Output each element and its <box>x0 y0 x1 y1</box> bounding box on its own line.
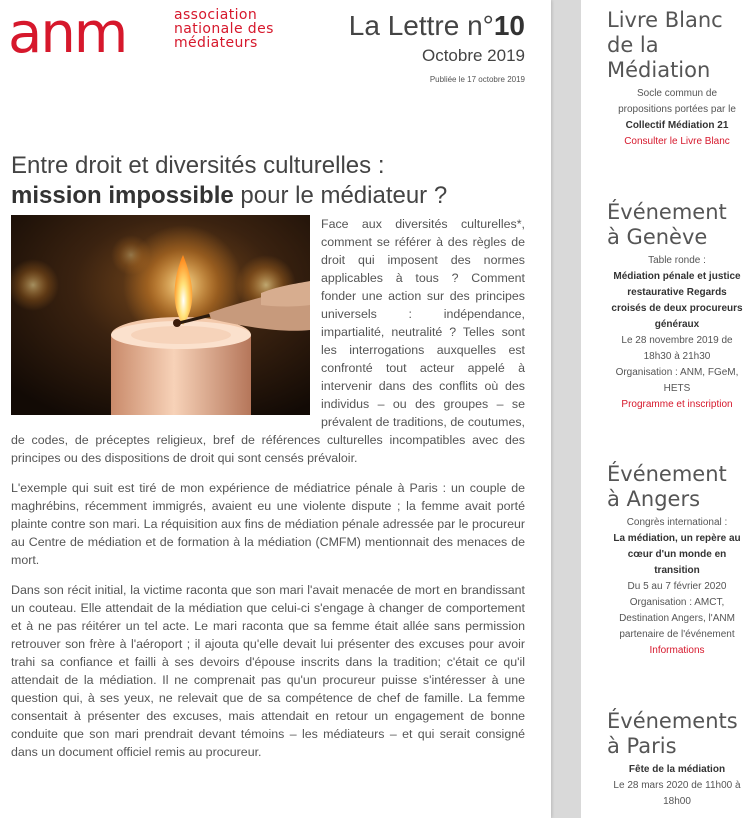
event-label: Table ronde : <box>648 255 706 266</box>
published-date: Publiée le 17 octobre 2019 <box>429 75 525 84</box>
issue-month: Octobre 2019 <box>421 46 525 65</box>
sidebar-event-geneve <box>581 200 743 413</box>
heading-line: à Angers <box>607 487 701 511</box>
heading-line: de la <box>607 33 659 57</box>
livre-blanc-link[interactable]: Consulter le Livre Blanc <box>624 136 730 147</box>
article-title-line-2 <box>11 181 531 211</box>
heading-line: à Genève <box>607 225 708 249</box>
article-paragraph: Face aux diversités culturelles*, comment se référer à des règles de droit qui imposent des normes applicables à tous ? Comment fonder une action sur des principes universels : indépendance, impartialité, neutralité ? Telles sont les interrogations auxquelles est confronté tout acteur appelé à intervenir dans des conflits où des individus – ou des groupes – se prévalent de traditions, de coutumes, de codes, de préceptes religieux, bref de références culturelles incompatibles avec des principes ou des dispositions de droit qui sont censés prévaloir. <box>11 217 525 465</box>
article-paragraph: L'exemple qui suit est tiré de mon expérience de médiatrice pénale à Paris : un couple de maghrébins, récemment immigrés, avaient eu une violente dispute ; la femme avait porté plainte contre son mari. La réquisition aux fins de médiation pénale adressée par le procureur au Centre de médiation et de formation à la médiation (CMFM) mentionnait des menaces de mort. <box>11 481 525 567</box>
heading-line: Événement <box>607 200 727 224</box>
article-body <box>11 215 525 773</box>
livre-blanc-body <box>581 83 743 150</box>
logo-line-2: nationale des <box>174 21 274 37</box>
heading-line: Médiation <box>607 58 711 82</box>
angers-body <box>581 512 743 659</box>
issue-info <box>349 10 525 84</box>
heading-line: à Paris <box>607 734 677 758</box>
article-title-line-1: Entre droit et diversités culturelles : <box>11 152 385 179</box>
paris-heading <box>581 709 743 759</box>
paris-body <box>581 759 743 810</box>
event-title: Fête de la médiation <box>628 764 726 775</box>
heading-line: Événement <box>607 462 727 486</box>
anm-logo-mark <box>8 10 168 58</box>
event-date: Du 5 au 7 février 2020 <box>627 581 727 592</box>
event-date: Le 28 mars 2020 de 11h00 à 18h00 <box>613 780 741 807</box>
event-organisers: Organisation : AMCT, Destination Angers, l'ANM partenaire de l'événement <box>619 597 735 640</box>
event-title: Médiation pénale et justice restaurative Regards croisés de deux procureurs généraux <box>611 271 743 330</box>
geneve-body <box>581 250 743 413</box>
sidebar-event-paris <box>581 709 743 810</box>
photo-float-spacer <box>11 215 310 415</box>
collectif-name: Collectif Médiation 21 <box>625 120 729 131</box>
article-title <box>11 151 531 211</box>
heading-line: Événements <box>607 709 738 733</box>
issue-title <box>349 10 525 42</box>
geneve-heading <box>581 200 743 250</box>
livre-blanc-text: Socle commun de propositions portées par le <box>618 88 736 115</box>
programme-link[interactable]: Programme et inscription <box>621 399 733 410</box>
article-title-bold: mission impossible <box>11 182 234 209</box>
logo-line-1: association <box>174 7 258 23</box>
issue-number: 10 <box>493 10 525 41</box>
event-organisers: Organisation : ANM, FGeM, HETS <box>615 367 739 394</box>
livre-blanc-heading <box>581 8 743 83</box>
sidebar-livre-blanc <box>581 8 743 150</box>
heading-line: Livre Blanc <box>607 8 723 32</box>
issue-prefix: La Lettre n° <box>348 10 494 41</box>
event-label: Congrès international : <box>626 517 728 528</box>
event-date: Le 28 novembre 2019 de 18h30 à 21h30 <box>621 335 733 362</box>
informations-link[interactable]: Informations <box>649 645 705 656</box>
article-title-rest: pour le médiateur ? <box>233 182 448 209</box>
sidebar-event-angers <box>581 462 743 659</box>
logo-line-3: médiateurs <box>174 35 258 51</box>
event-title: La médiation, un repère au cœur d'un monde en transition <box>613 533 741 576</box>
angers-heading <box>581 462 743 512</box>
article-paragraph: Dans son récit initial, la victime raconta que son mari l'avait menacée de mort en brandissant un couteau. Elle attendait de la médiation que celui-ci s'engage à changer de comportement et à ne pas réitérer un tel acte. Le mari raconta que sa femme était allée sans permission retrouver son frère à l'aéroport ; il ajouta qu'elle devait lui présenter des excuses pour avoir trahi sa confiance et failli à ses devoirs d'épouse inscrits dans la tradition; c'était ce qu'il attendait de la médiation. Il ne comprenait pas qu'un procureur puisse s'intéresser à une question qui, à ses yeux, ne relevait que de sa compétence de chef de famille. La femme consentait à présenter des excuses, mais attendait en retour un engagement de bonne conduite que son mari prendrait devant témoins – les médiateurs – et qui serait consigné dans un document officiel remis au procureur. <box>11 583 525 759</box>
logo-letters: anm <box>8 10 127 58</box>
logo-association-name <box>174 8 314 50</box>
